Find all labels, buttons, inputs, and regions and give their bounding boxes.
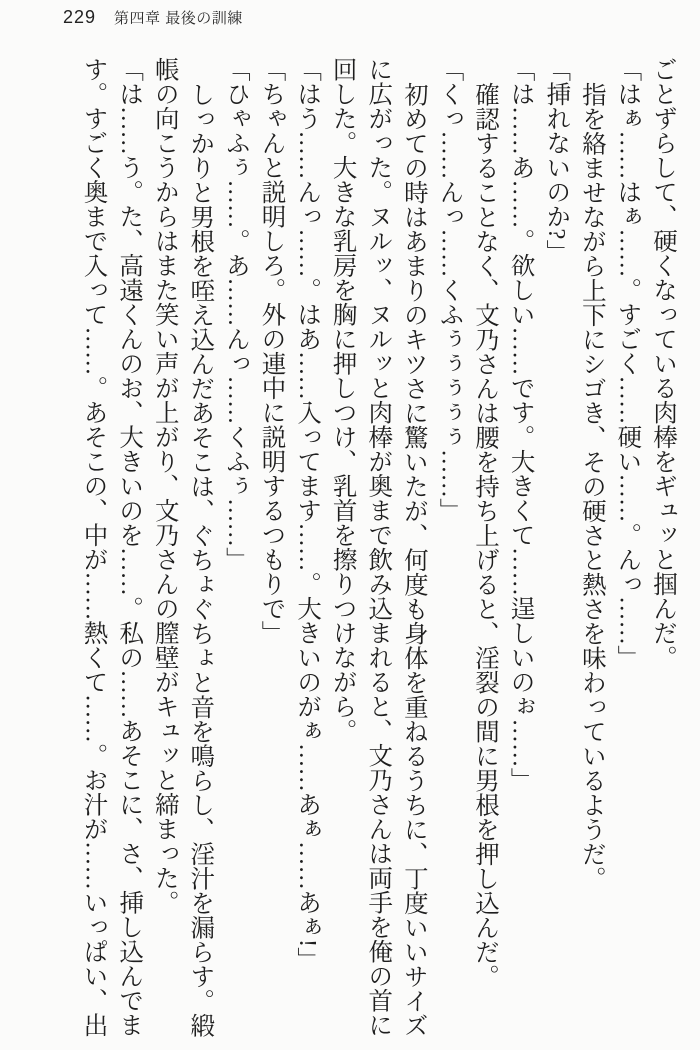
page-number: 229 [63, 7, 97, 27]
paragraph: 「はぁ……はぁ……。すごく……硬い……。んっ……」 [614, 57, 642, 670]
paragraph: 「くっ……んっ……くふぅぅぅぅぅ……」 [436, 57, 464, 523]
paragraph: しっかりと男根を咥え込んだあそこは、ぐちょぐちょと音を鳴らし、淫汁を漏らす。緞帳の向こうからはまた笑い声が上がり、文乃さんの膣壁がキュッと締まった。 [151, 57, 215, 1037]
chapter-title: 第四章 最後の訓練 [114, 10, 243, 27]
paragraph: 指を絡ませながら上下にシゴき、その硬さと熱さを味わっているようだ。 [578, 81, 606, 890]
page-header [63, 7, 243, 28]
paragraph: 「ちゃんと説明しろ。外の連中に説明するつもりで」 [258, 57, 286, 645]
paragraph: ごとずらして、硬くなっている肉棒をギュッと掴んだ。 [650, 57, 677, 670]
paragraph: 「挿れないのか?」 [543, 57, 571, 264]
paragraph: 「ひゃふぅ……。あ……んっ……くふぅ……」 [222, 57, 250, 572]
paragraph: 初めての時はあまりのキツさに驚いたが、何度も身体を重ねるうちに、丁度いいサイズに広がった。ヌルッ、ヌルッと肉棒が奥まで飲み込まれると、文乃さんは両手を俺の首に回した。大きな乳房を胸に押しつけ、乳首を擦りつけながら。 [329, 57, 428, 1037]
text-body [76, 57, 681, 1037]
paragraph: 「は……う。た、高遠くんのお、大きいのを……。私の……あそこに、さ、挿し込んでます。すごく奥まで入って……。あそこの、中が……熱くて……。お汁が……いっぱい、出 [80, 57, 144, 1037]
paragraph: 「は……あ……。欲しい……です。大きくて……逞しいのぉ……」 [507, 57, 535, 792]
paragraph: 「はう……んっ……。はあ……入ってます……。大きいのがぁ……あぁ……あぁ!」 [294, 57, 322, 972]
paragraph: 確認することなく、文乃さんは腰を持ち上げると、淫裂の間に男根を押し込んだ。 [472, 81, 500, 988]
